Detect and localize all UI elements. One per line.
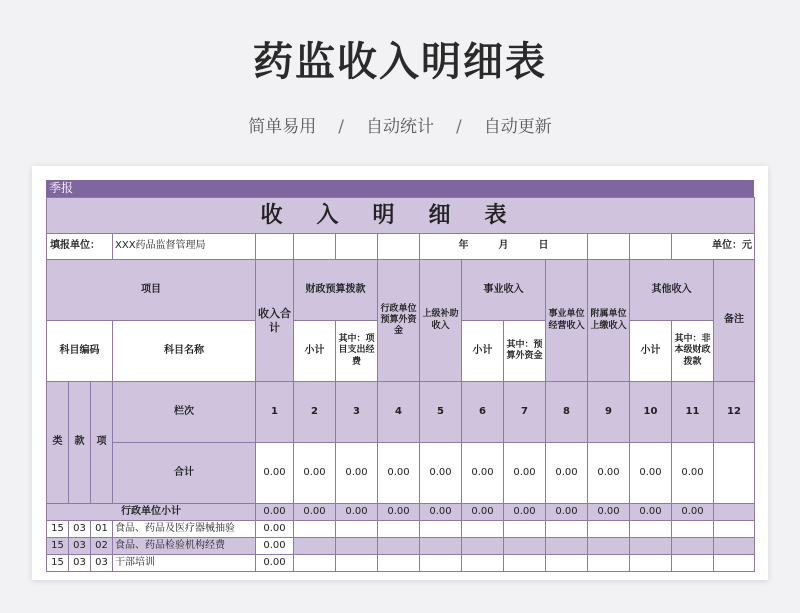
header-career-budget-extra: 其中：预算外资金 bbox=[504, 321, 546, 382]
total-cell[interactable]: 0.00 bbox=[588, 443, 630, 504]
column-number: 7 bbox=[504, 382, 546, 443]
class-code[interactable]: 15 bbox=[47, 521, 69, 538]
column-number: 1 bbox=[256, 382, 294, 443]
column-number: 10 bbox=[630, 382, 672, 443]
admin-subtotal-label: 行政单位小计 bbox=[47, 504, 256, 521]
column-number: 4 bbox=[378, 382, 420, 443]
header-section: 款 bbox=[69, 382, 91, 504]
page-title: 药监收入明细表 bbox=[253, 39, 547, 85]
column-number: 6 bbox=[462, 382, 504, 443]
blank-cell[interactable] bbox=[588, 234, 630, 260]
total-cell[interactable]: 0.00 bbox=[378, 443, 420, 504]
total-row bbox=[47, 443, 755, 504]
income-total-cell[interactable]: 0.00 bbox=[256, 521, 294, 538]
income-detail-table bbox=[46, 197, 755, 572]
header-other-nonlocal: 其中：非本级财政拨款 bbox=[672, 321, 714, 382]
section-code[interactable]: 03 bbox=[69, 538, 91, 555]
header-other-subtotal: 小计 bbox=[630, 321, 672, 382]
subject-name[interactable]: 食品、药品及医疗器械抽验 bbox=[113, 521, 256, 538]
total-cell[interactable]: 0.00 bbox=[504, 443, 546, 504]
total-label: 合计 bbox=[113, 443, 256, 504]
item-code[interactable]: 02 bbox=[91, 538, 113, 555]
subtotal-cell[interactable]: 0.00 bbox=[630, 504, 672, 521]
column-no-label: 栏次 bbox=[113, 382, 256, 443]
column-number: 11 bbox=[672, 382, 714, 443]
column-number: 2 bbox=[294, 382, 336, 443]
total-cell[interactable]: 0.00 bbox=[630, 443, 672, 504]
total-cell[interactable]: 0.00 bbox=[420, 443, 462, 504]
header-item: 项目 bbox=[47, 260, 256, 321]
subtotal-cell[interactable]: 0.00 bbox=[378, 504, 420, 521]
spreadsheet-preview bbox=[32, 166, 768, 580]
header-career-income: 事业收入 bbox=[462, 260, 546, 321]
total-cell[interactable]: 0.00 bbox=[462, 443, 504, 504]
subtotal-cell[interactable]: 0.00 bbox=[462, 504, 504, 521]
header-item-col: 项 bbox=[91, 382, 113, 504]
header-subject: 科目名称 bbox=[113, 321, 256, 382]
subtotal-cell[interactable]: 0.00 bbox=[546, 504, 588, 521]
header-career-op: 事业单位经营收入 bbox=[546, 260, 588, 382]
subtotal-cell[interactable]: 0.00 bbox=[588, 504, 630, 521]
subject-name[interactable]: 干部培训 bbox=[113, 555, 256, 572]
column-number: 9 bbox=[588, 382, 630, 443]
table-row bbox=[47, 521, 755, 538]
column-number: 12 bbox=[714, 382, 755, 443]
tag-easy: 简单易用 bbox=[248, 117, 317, 137]
table-row bbox=[47, 538, 755, 555]
total-cell[interactable]: 0.00 bbox=[294, 443, 336, 504]
date-cell[interactable] bbox=[420, 234, 588, 260]
item-code[interactable]: 01 bbox=[91, 521, 113, 538]
header-class: 类 bbox=[47, 382, 69, 504]
season-bar: 季报 bbox=[46, 180, 754, 197]
header-fiscal-project: 其中：项目支出经费 bbox=[336, 321, 378, 382]
header-career-subtotal: 小计 bbox=[462, 321, 504, 382]
table-title-row bbox=[47, 198, 755, 234]
class-code[interactable]: 15 bbox=[47, 538, 69, 555]
header-fiscal-subtotal: 小计 bbox=[294, 321, 336, 382]
subtotal-cell[interactable]: 0.00 bbox=[294, 504, 336, 521]
column-number-row bbox=[47, 382, 755, 443]
fill-unit-row bbox=[47, 234, 755, 260]
header-superior: 上级补助收入 bbox=[420, 260, 462, 382]
column-number: 3 bbox=[336, 382, 378, 443]
subtotal-cell[interactable]: 0.00 bbox=[420, 504, 462, 521]
tag-separator: / bbox=[338, 117, 344, 137]
tag-auto-update: 自动更新 bbox=[483, 117, 552, 137]
section-code[interactable]: 03 bbox=[69, 555, 91, 572]
column-number: 8 bbox=[546, 382, 588, 443]
blank-cell[interactable] bbox=[630, 234, 672, 260]
remark-cell[interactable] bbox=[714, 443, 755, 504]
total-cell[interactable]: 0.00 bbox=[546, 443, 588, 504]
header-row-1 bbox=[47, 260, 755, 321]
unit-label: 单位：元 bbox=[672, 234, 755, 260]
fill-unit-label: 填报单位： bbox=[47, 234, 113, 260]
header-code: 科目编码 bbox=[47, 321, 113, 382]
class-code[interactable]: 15 bbox=[47, 555, 69, 572]
income-total-cell[interactable]: 0.00 bbox=[256, 555, 294, 572]
blank-cell[interactable] bbox=[378, 234, 420, 260]
subject-name[interactable]: 食品、药品检验机构经费 bbox=[113, 538, 256, 555]
tag-separator: / bbox=[456, 117, 462, 137]
remark-cell[interactable] bbox=[714, 504, 755, 521]
subtotal-cell[interactable]: 0.00 bbox=[672, 504, 714, 521]
header-income-total: 收入合计 bbox=[256, 260, 294, 382]
subtotal-cell[interactable]: 0.00 bbox=[504, 504, 546, 521]
column-number: 5 bbox=[420, 382, 462, 443]
header-other-income: 其他收入 bbox=[630, 260, 714, 321]
subtotal-cell[interactable]: 0.00 bbox=[336, 504, 378, 521]
month-label: 月 bbox=[498, 240, 509, 252]
header-fiscal: 财政预算拨款 bbox=[294, 260, 378, 321]
tag-auto-stat: 自动统计 bbox=[366, 117, 434, 137]
day-label: 日 bbox=[538, 240, 549, 252]
header-affiliate: 附属单位上缴收入 bbox=[588, 260, 630, 382]
table-title: 收入明细表 bbox=[260, 202, 541, 228]
section-code[interactable]: 03 bbox=[69, 521, 91, 538]
header-remark: 备注 bbox=[714, 260, 755, 382]
item-code[interactable]: 03 bbox=[91, 555, 113, 572]
total-cell[interactable]: 0.00 bbox=[336, 443, 378, 504]
blank-cell[interactable] bbox=[256, 234, 294, 260]
feature-tags bbox=[0, 112, 800, 137]
income-total-cell[interactable]: 0.00 bbox=[256, 538, 294, 555]
total-cell[interactable]: 0.00 bbox=[256, 443, 294, 504]
blank-cell[interactable] bbox=[294, 234, 336, 260]
admin-subtotal-row bbox=[47, 504, 755, 521]
subtotal-cell[interactable]: 0.00 bbox=[256, 504, 294, 521]
blank-cell[interactable] bbox=[336, 234, 378, 260]
table-row bbox=[47, 555, 755, 572]
total-cell[interactable]: 0.00 bbox=[672, 443, 714, 504]
header-admin-extra: 行政单位预算外资金 bbox=[378, 260, 420, 382]
year-label: 年 bbox=[458, 240, 469, 252]
fill-unit-value[interactable]: XXX药品监督管理局 bbox=[113, 234, 256, 260]
